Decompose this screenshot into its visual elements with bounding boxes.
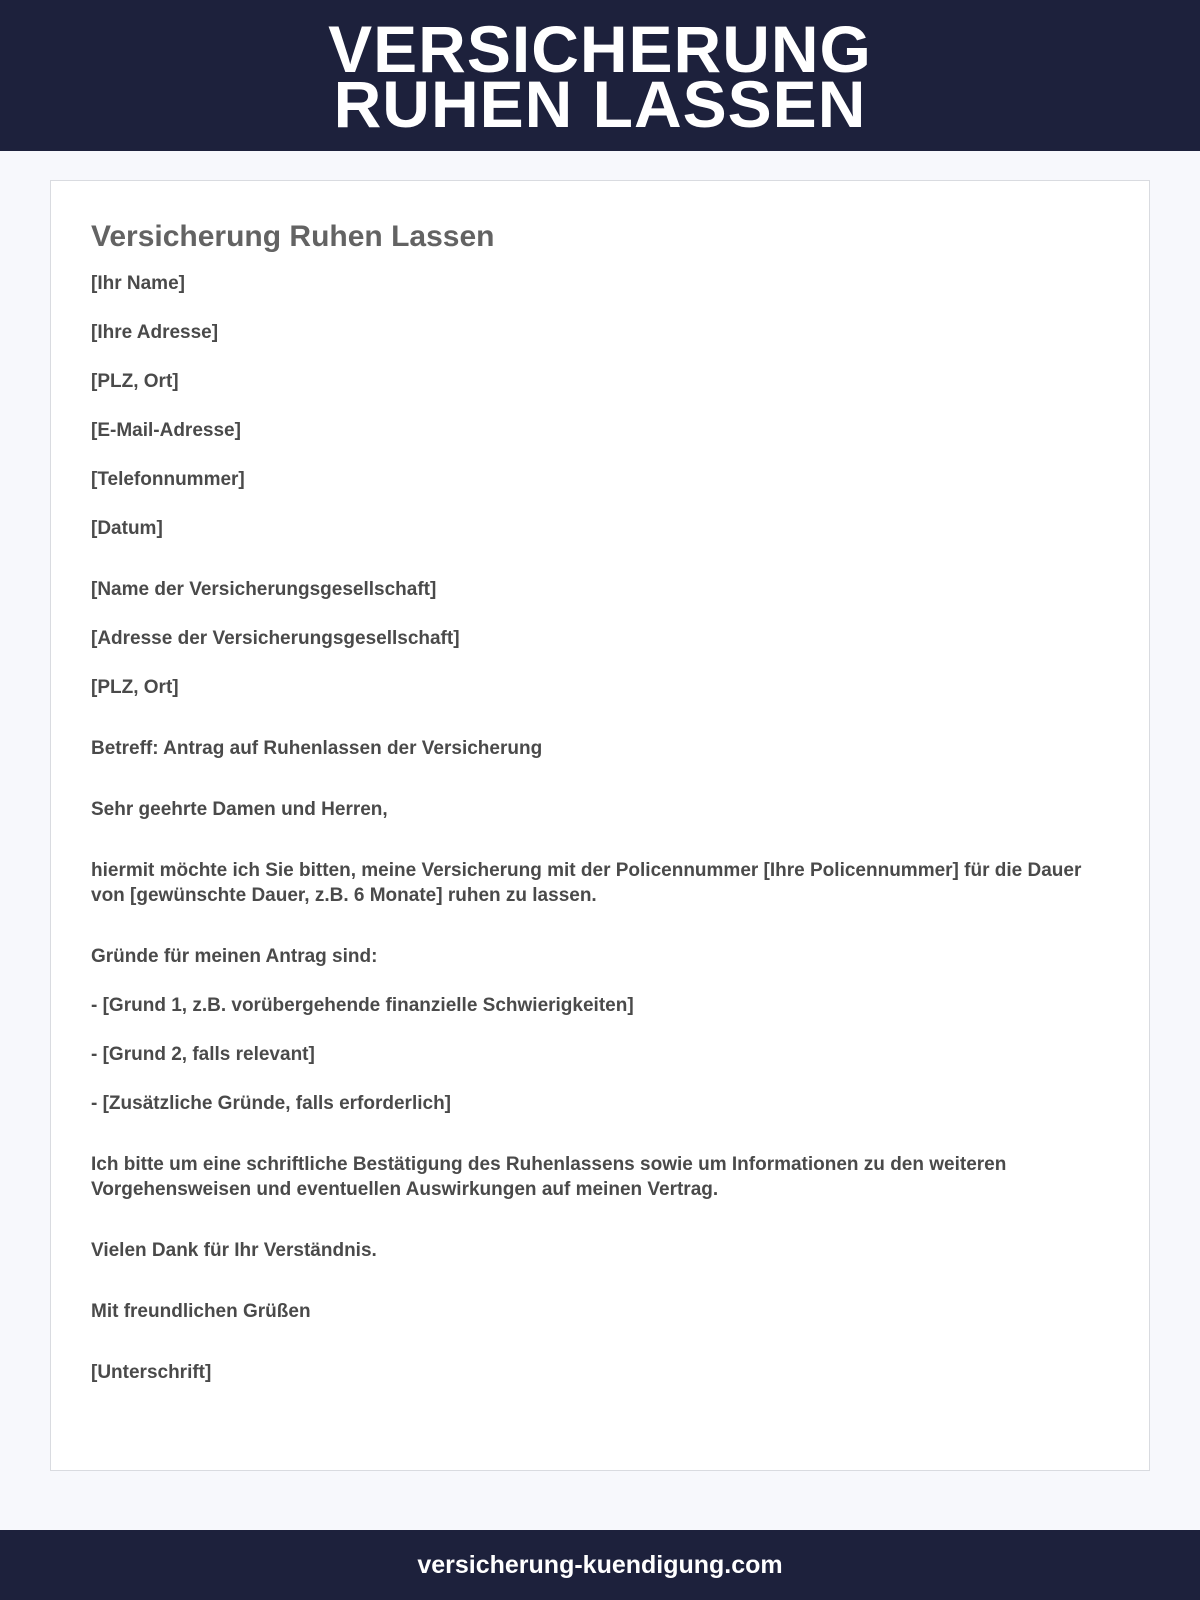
reasons-list <box>91 993 1109 1116</box>
recipient-block <box>91 577 1109 700</box>
list-item: - [Zusätzliche Gründe, falls erforderlich] <box>91 1093 452 1114</box>
letter-closing: Mit freundlichen Grüßen <box>91 1301 311 1322</box>
letter-subject: Betreff: Antrag auf Ruhenlassen der Versicherung <box>91 738 543 759</box>
letter-salutation: Sehr geehrte Damen und Herren, <box>91 799 388 820</box>
letter-thanks: Vielen Dank für Ihr Verständnis. <box>91 1240 377 1261</box>
list-item: - [Grund 2, falls relevant] <box>91 1044 315 1065</box>
recipient-address: [Adresse der Versicherungsgesellschaft] <box>91 628 460 649</box>
reasons-heading: Gründe für meinen Antrag sind: <box>91 946 378 967</box>
sender-city: [PLZ, Ort] <box>91 371 179 392</box>
page-title: VERSICHERUNG RUHEN LASSEN <box>328 11 872 141</box>
letter-signature: [Unterschrift] <box>91 1362 212 1383</box>
letter-request: Ich bitte um eine schriftliche Bestätigung des Ruhenlassens sowie um Informationen zu den weiteren Vorgehensweisen und eventuellen Auswirkungen auf meinen Vertrag. <box>91 1154 1007 1200</box>
letter-intro: hiermit möchte ich Sie bitten, meine Versicherung mit der Policennummer [Ihre Policennummer] für die Dauer von [gewünschte Dauer, z.B. 6 Monate] ruhen zu lassen. <box>91 860 1082 906</box>
sender-block <box>91 271 1109 541</box>
recipient-name: [Name der Versicherungsgesellschaft] <box>91 579 437 600</box>
page-footer <box>0 1530 1200 1600</box>
sender-phone: [Telefonnummer] <box>91 469 245 490</box>
letter-date: [Datum] <box>91 518 163 539</box>
footer-site-link[interactable]: versicherung-kuendigung.com <box>417 1550 783 1579</box>
sender-email: [E-Mail-Adresse] <box>91 420 241 441</box>
letter-card <box>50 180 1150 1471</box>
recipient-city: [PLZ, Ort] <box>91 677 179 698</box>
sender-name: [Ihr Name] <box>91 273 185 294</box>
page-header <box>0 0 1200 151</box>
list-item: - [Grund 1, z.B. vorübergehende finanzielle Schwierigkeiten] <box>91 995 634 1016</box>
sender-address: [Ihre Adresse] <box>91 322 219 343</box>
letter-title: Versicherung Ruhen Lassen <box>91 220 495 253</box>
